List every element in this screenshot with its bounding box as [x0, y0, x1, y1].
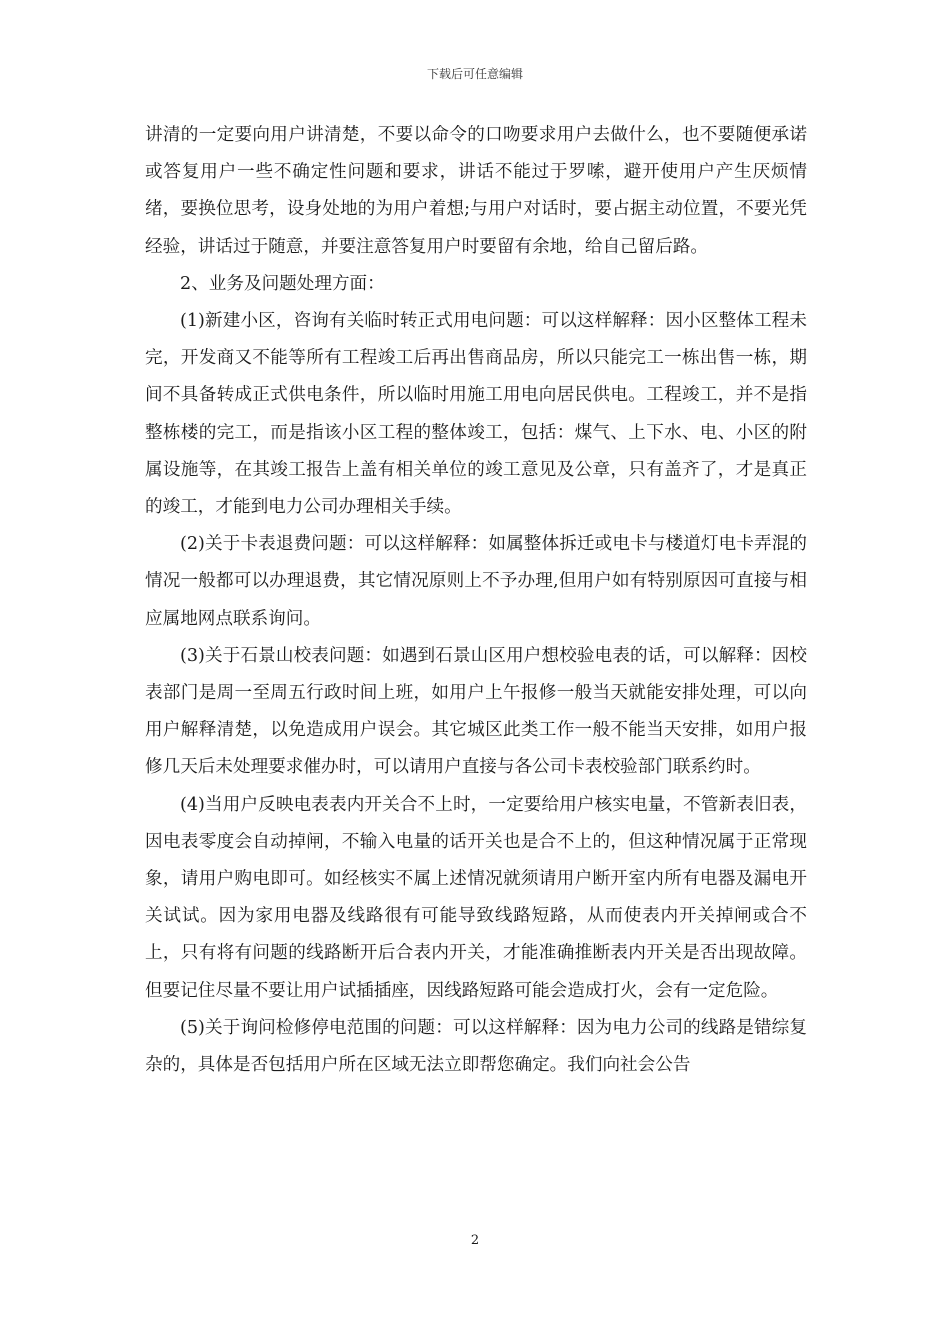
paragraph-item-3: (3)关于石景山校表问题：如遇到石景山区用户想校验电表的话，可以解释：因校表部门是周一至周五行政时间上班，如用户上午报修一般当天就能安排处理，可以向用户解释清楚，以免造成用户误会。其它城区此类工作一般不能当天安排，如用户报修几天后未处理要求催办时，可以请用户直接与各公司卡表校验部门联系约时。: [145, 645, 807, 778]
paragraph-continuation: 讲清的一定要向用户讲清楚，不要以命令的口吻要求用户去做什么，也不要随便承诺或答复用户一些不确定性问题和要求，讲话不能过于罗嗦，避开使用户产生厌烦情绪，要换位思考，设身处地的为用户着想;与用户对话时，要占据主动位置，不要光凭经验，讲话过于随意，并要注意答复用户时要留有余地，给自己留后路。: [145, 125, 807, 257]
section-heading-business: 2、业务及问题处理方面：: [180, 273, 385, 294]
paragraph-item-1: (1)新建小区，咨询有关临时转正式用电问题：可以这样解释：因小区整体工程未完，开发商又不能等所有工程竣工后再出售商品房，所以只能完工一栋出售一栋，期间不具备转成正式供电条件，所以临时用施工用电向居民供电。工程竣工，并不是指整栋楼的完工，而是指该小区工程的整体竣工，包括：煤气、上下水、电、小区的附属设施等，在其竣工报告上盖有相关单位的竣工意见及公章，只有盖齐了，才是真正的竣工，才能到电力公司办理相关手续。: [145, 311, 807, 518]
page-number: 2: [470, 1233, 480, 1248]
paragraph-item-4: (4)当用户反映电表表内开关合不上时，一定要给用户核实电量，不管新表旧表，因电表零度会自动掉闸，不输入电量的话开关也是合不上的，但这种情况属于正常现象，请用户购电即可。如经核实不属上述情况就须请用户断开室内所有电器及漏电开关试试。因为家用电器及线路很有可能导致线路短路，从而使表内开关掉闸或合不上，只有将有问题的线路断开后合表内开关，才能准确推断表内开关是否出现故障。但要记住尽量不要让用户试插插座，因线路短路可能会造成打火，会有一定危险。: [145, 794, 807, 1001]
document-body: [145, 117, 807, 1084]
paragraph-item-2: (2)关于卡表退费问题：可以这样解释：如属整体拆迁或电卡与楼道灯电卡弄混的情况一般都可以办理退费，其它情况原则上不予办理,但用户如有特别原因可直接与相应属地网点联系询问。: [145, 534, 807, 629]
paragraph-item-5: (5)关于询问检修停电范围的问题：可以这样解释：因为电力公司的线路是错综复杂的，具体是否包括用户所在区域无法立即帮您确定。我们向社会公告: [145, 1017, 807, 1076]
page-header: 下载后可任意编辑: [426, 67, 523, 81]
